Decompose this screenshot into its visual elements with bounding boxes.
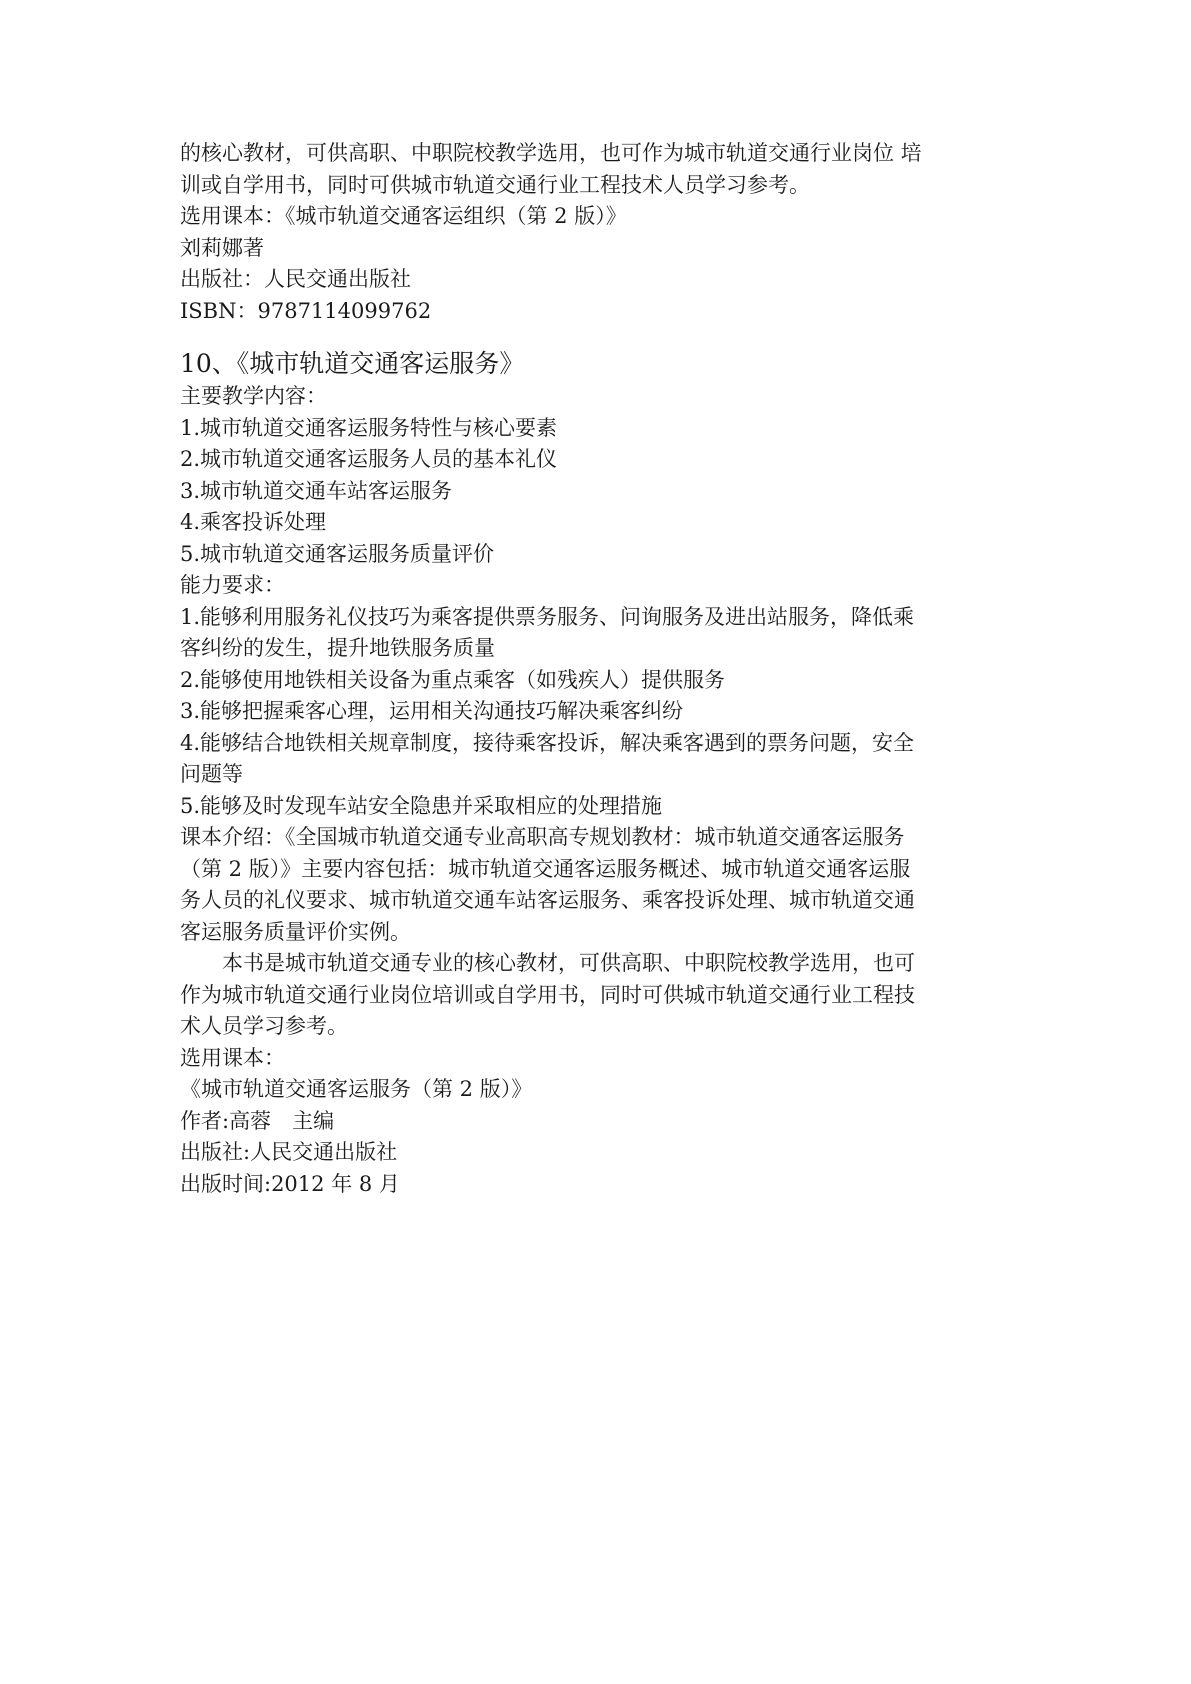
teaching-content-label: 主要教学内容： [180,384,327,408]
ability-line: 5.能够及时发现车站安全隐患并采取相应的处理措施 [180,793,663,818]
teaching-item: 5.城市轨道交通客运服务质量评价 [180,541,495,566]
teaching-item: 2.城市轨道交通客运服务人员的基本礼仪 [180,447,558,471]
book-note-line: 本书是城市轨道交通专业的核心教材，可供高职、中职院校教学选用，也可 [222,951,915,975]
textbook-pub-date: 出版时间:2012 年 8 月 [180,1171,400,1196]
ability-line: 3.能够把握乘客心理，运用相关沟通技巧解决乘客纠纷 [180,699,684,723]
book-intro-line: （第 2 版）》主要内容包括：城市轨道交通客运服务概述、城市轨道交通客运服 [180,856,911,881]
prev-section-publisher: 出版社：人民交通出版社 [180,267,411,291]
book-intro-line: 客运服务质量评价实例。 [180,919,411,944]
ability-line: 4.能够结合地铁相关规章制度，接待乘客投诉，解决乘客遇到的票务问题，安全 [180,730,915,755]
textbook-label: 选用课本： [180,1045,285,1070]
ability-line: 1.能够利用服务礼仪技巧为乘客提供票务服务、问询服务及进出站服务，降低乘 [180,604,915,629]
ability-line: 问题等 [180,762,243,786]
book-note-line: 术人员学习参考。 [180,1014,348,1038]
prev-section-line: 训或自学用书，同时可供城市轨道交通行业工程技术人员学习参考。 [180,172,810,197]
teaching-item: 1.城市轨道交通客运服务特性与核心要素 [180,415,558,440]
ability-line: 2.能够使用地铁相关设备为重点乘客（如残疾人）提供服务 [180,667,726,692]
prev-section-isbn: ISBN：9787114099762 [180,298,432,323]
textbook-author: 作者:高蓉 主编 [180,1108,335,1133]
book-intro-line: 务人员的礼仪要求、城市轨道交通车站客运服务、乘客投诉处理、城市轨道交通 [180,888,915,912]
document-page [180,138,1020,1200]
section-heading: 10、《城市轨道交通客运服务》 [180,349,525,378]
teaching-item: 4.乘客投诉处理 [180,510,327,534]
textbook-title: 《城市轨道交通客运服务（第 2 版）》 [180,1077,533,1101]
ability-line: 客纠纷的发生，提升地铁服务质量 [180,636,495,660]
section-gap [180,327,1020,347]
ability-label: 能力要求： [180,573,285,597]
book-note-line: 作为城市轨道交通行业岗位培训或自学用书，同时可供城市轨道交通行业工程技 [180,982,915,1007]
textbook-publisher: 出版社:人民交通出版社 [180,1140,398,1164]
teaching-item: 3.城市轨道交通车站客运服务 [180,478,453,503]
prev-section-textbook: 选用课本：《城市轨道交通客运组织（第 2 版）》 [180,204,627,228]
prev-section-line: 的核心教材，可供高职、中职院校教学选用，也可作为城市轨道交通行业岗位 培 [180,141,922,165]
prev-section-author: 刘莉娜著 [180,235,264,260]
book-intro-line: 课本介绍：《全国城市轨道交通专业高职高专规划教材：城市轨道交通客运服务 [180,825,905,849]
